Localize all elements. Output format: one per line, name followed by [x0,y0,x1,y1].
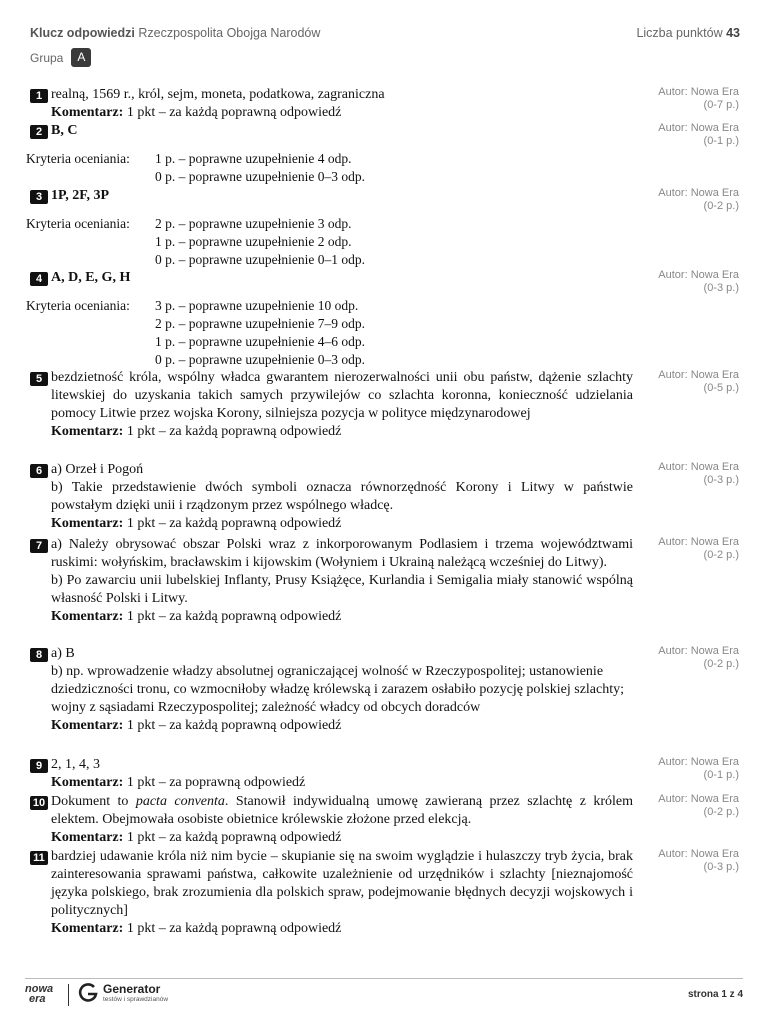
question-answer [51,793,633,847]
comment [51,515,633,533]
footer-divider [25,978,743,979]
question-number: 6 [30,464,48,478]
question-number: 4 [30,272,48,286]
author-info [658,269,739,295]
author-name: Autor: Nowa Era [658,187,739,199]
comment [51,774,633,792]
comment-label: Komentarz: [51,609,124,624]
comment-text: 1 pkt – za każdą poprawną odpowiedź [126,516,342,531]
answer-text: realną, 1569 r., król, sejm, moneta, podatkowa, zagraniczna [51,87,385,102]
document-title [30,26,740,40]
answer-part-b: b) Takie przedstawienie dwóch symboli oznacza równorzędność Korony i Litwy w państwie powstałym dzięki unii i rządzonym przez wspólnego władcę. [51,480,633,513]
comment-text: 1 pkt – za każdą poprawną odpowiedź [126,830,342,845]
points-label: Liczba punktów [636,26,723,40]
answer-text: 1P, 2F, 3P [51,188,110,203]
question-number: 8 [30,648,48,662]
answer-text-italic: pacta conventa [135,794,225,809]
group-indicator [30,48,91,67]
question-answer [51,461,633,533]
comment-label: Komentarz: [51,921,124,936]
comment-text: 1 pkt – za każdą poprawną odpowiedź [126,105,342,120]
author-info [658,536,739,562]
question-answer [51,645,633,735]
answer-part-b: b) np. wprowadzenie władzy absolutnej ograniczającej wolność w Rzeczypospolitej; ustanowienie dziedziczności tronu, co wzmocniłoby władzę królewską i zarazem osłabiło pozycję polskiej szlachty; wojny z sąsiadami Rzeczypospolitej; zależność władcy od obcych doradców [51,664,625,715]
answer-text: 2, 1, 4, 3 [51,757,100,772]
generator-label: Generator [103,982,161,996]
question-answer [51,269,633,287]
points-range: (0-7 p.) [703,99,739,111]
answer-text: bezdzietność króla, wspólny władca gwarantem nierozerwalności unii obu państw, dążenie szlachty litewskiej do uzyskania takich samych przywilejów co szlachta koronna, konieczność udzielania pomocy Litwie przez wojska Korony, silniejsza pozycja w polityce międzynarodowej [51,370,633,421]
criteria-row: 3 p. – poprawne uzupełnienie 10 odp. [155,298,359,313]
logo-era: era [29,993,46,1005]
author-info [658,369,739,395]
comment-text: 1 pkt – za każdą poprawną odpowiedź [126,609,342,624]
comment [51,423,633,441]
page-total: 4 [737,989,743,1000]
answer-part-b: b) Po zawarciu unii lubelskiej Inflanty, Prusy Książęce, Kurlandia i Semigalia miały stanowić wspólną własność Polski i Litwy. [51,573,633,606]
comment-text: 1 pkt – za poprawną odpowiedź [126,775,306,790]
answer-text: bardziej udawanie króla niż nim bycie – skupianie się na swoim wyglądzie i hulaszczy tryb życia, brak zainteresowania sprawami państwa, całkowite uzależnienie od urzędników i szlachty [nieznajomość języka polskiego, brak zrozumienia dla polskich spraw, podejmowanie błędnych decyzji wojskowych i politycznych] [51,849,633,918]
comment [51,829,633,847]
points-range: (0-2 p.) [703,200,739,212]
author-name: Autor: Nowa Era [658,269,739,281]
nowa-era-logo [25,984,53,1004]
author-name: Autor: Nowa Era [658,645,739,657]
criteria-row: 2 p. – poprawne uzupełnienie 7–9 odp. [155,316,365,331]
comment-label: Komentarz: [51,718,124,733]
criteria-label: Kryteria oceniania: [26,151,130,166]
comment [51,920,633,938]
answer-text: B, C [51,123,78,138]
author-info [658,848,739,874]
comment-label: Komentarz: [51,830,124,845]
criteria-row: 0 p. – poprawne uzupełnienie 0–3 odp. [155,169,365,184]
criteria-row: 1 p. – poprawne uzupełnienie 2 odp. [155,234,352,249]
question-number: 2 [30,125,48,139]
answer-text: A, D, E, G, H [51,270,131,285]
page-footer [25,982,743,1010]
page-number [688,989,743,1000]
points-total [636,26,740,40]
author-name: Autor: Nowa Era [658,86,739,98]
page-header [30,26,740,40]
author-name: Autor: Nowa Era [658,793,739,805]
question-answer [51,369,633,441]
question-answer [51,187,633,205]
answer-text-pre: Dokument to [51,794,136,809]
answer-text-post: . Stanowił indywidualną umowę zawieraną przez szlachtę z królem elektem. Obejmowała osobiste obietnice królewskie złożone przed elekcją. [51,794,633,827]
author-info [658,756,739,782]
question-answer [51,86,633,122]
criteria-label: Kryteria oceniania: [26,216,130,231]
comment [51,104,633,122]
comment [51,608,633,626]
comment-text: 1 pkt – za każdą poprawną odpowiedź [126,921,342,936]
comment-text: 1 pkt – za każdą poprawną odpowiedź [126,424,342,439]
title-bold: Klucz odpowiedzi [30,26,135,40]
author-info [658,122,739,148]
author-info [658,461,739,487]
answer-part-a: a) B [51,646,75,661]
author-name: Autor: Nowa Era [658,848,739,860]
page-label: strona [687,989,719,1000]
question-answer [51,122,633,140]
generator-logo-icon [77,982,99,1004]
group-label: Grupa [30,50,64,65]
question-answer [51,848,633,938]
question-number: 5 [30,372,48,386]
question-number: 10 [30,796,48,810]
author-info [658,645,739,671]
points-range: (0-2 p.) [703,806,739,818]
logo-nowa: nowa [25,983,54,995]
comment-label: Komentarz: [51,775,124,790]
points-range: (0-1 p.) [703,769,739,781]
question-answer [51,756,633,792]
author-info [658,86,739,112]
points-range: (0-3 p.) [703,282,739,294]
comment-label: Komentarz: [51,424,124,439]
criteria-label: Kryteria oceniania: [26,298,130,313]
criteria-row: 1 p. – poprawne uzupełnienie 4–6 odp. [155,334,365,349]
comment-text: 1 pkt – za każdą poprawną odpowiedź [126,718,342,733]
points-value: 43 [726,26,740,40]
author-name: Autor: Nowa Era [658,369,739,381]
question-answer [51,536,633,626]
question-number: 3 [30,190,48,204]
points-range: (0-5 p.) [703,382,739,394]
answer-part-a: a) Należy obrysować obszar Polski wraz z inkorporowanym Podlasiem i trzema województwami ruskimi: wołyńskim, bracławskim i kijowskim (Wołyniem i Ukrainą należącą wcześniej do Litwy). [51,537,633,570]
page-separator: z [729,989,735,1000]
author-name: Autor: Nowa Era [658,756,739,768]
logo-divider [68,984,69,1006]
question-number: 1 [30,89,48,103]
page-current: 1 [721,989,727,1000]
comment-label: Komentarz: [51,105,124,120]
generator-logo-text [103,983,168,1004]
points-range: (0-2 p.) [703,549,739,561]
points-range: (0-3 p.) [703,474,739,486]
criteria-row: 0 p. – poprawne uzupełnienie 0–3 odp. [155,352,365,367]
author-name: Autor: Nowa Era [658,122,739,134]
group-badge: A [71,48,91,67]
criteria-row: 0 p. – poprawne uzupełnienie 0–1 odp. [155,252,365,267]
points-range: (0-3 p.) [703,861,739,873]
author-info [658,187,739,213]
criteria-row: 1 p. – poprawne uzupełnienie 4 odp. [155,151,352,166]
comment-label: Komentarz: [51,516,124,531]
comment [51,717,633,735]
author-info [658,793,739,819]
question-number: 7 [30,539,48,553]
question-number: 9 [30,759,48,773]
answer-text [51,793,633,829]
author-name: Autor: Nowa Era [658,461,739,473]
question-number: 11 [30,851,48,865]
author-name: Autor: Nowa Era [658,536,739,548]
title-subject: Rzeczpospolita Obojga Narodów [138,26,321,40]
answer-part-a: a) Orzeł i Pogoń [51,462,144,477]
generator-sublabel: testów i sprawdzianów [103,996,169,1003]
criteria-row: 2 p. – poprawne uzupełnienie 3 odp. [155,216,352,231]
points-range: (0-2 p.) [703,658,739,670]
points-range: (0-1 p.) [703,135,739,147]
